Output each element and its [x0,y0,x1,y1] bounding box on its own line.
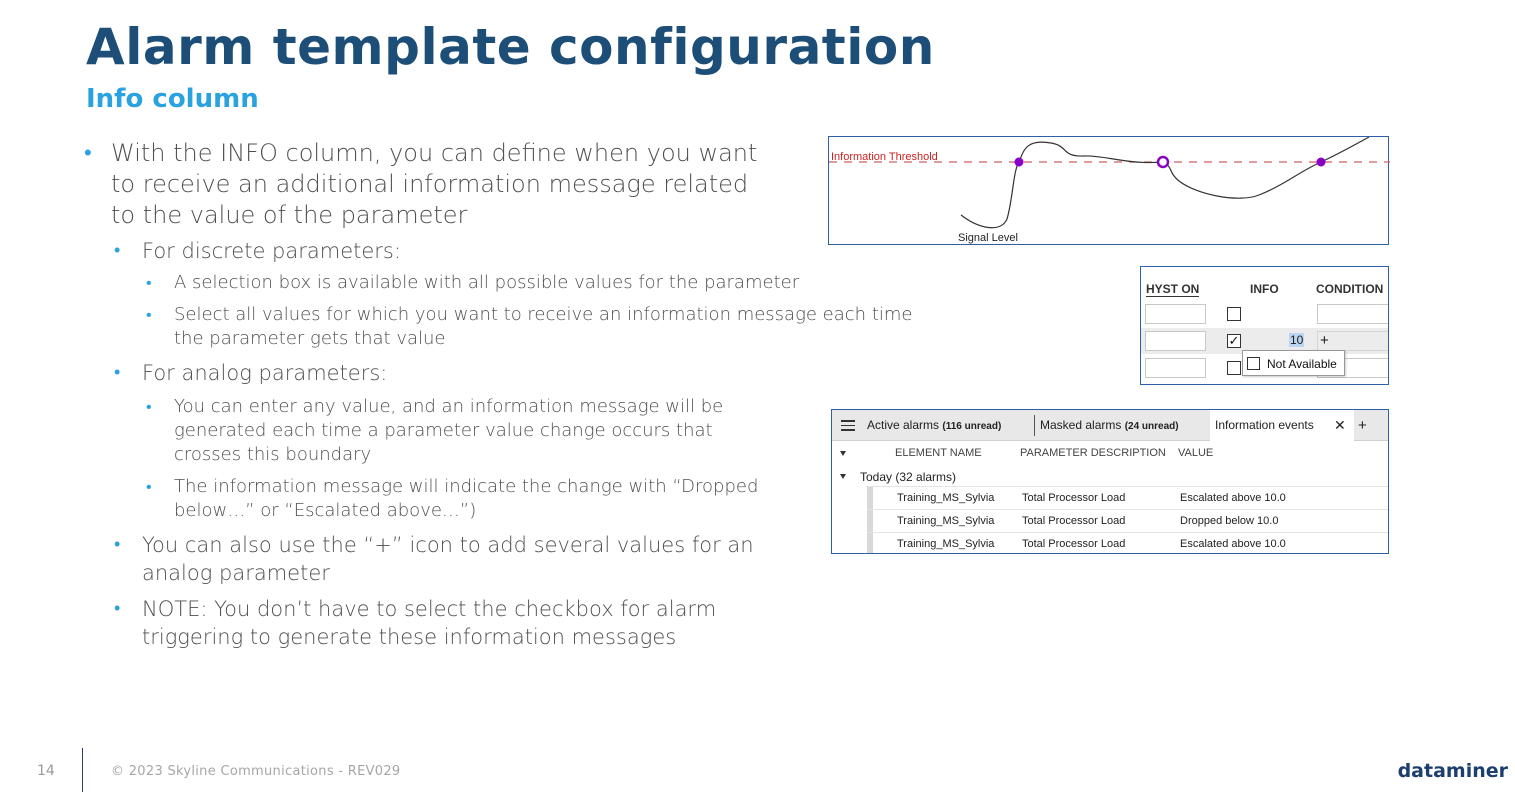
tab-unread-count: (24 unread) [1124,421,1179,432]
menu-icon[interactable] [841,420,855,431]
table-row[interactable] [867,486,1389,509]
column-parameter-description[interactable]: PARAMETER DESCRIPTION [1020,447,1166,459]
cell-element: Training_MS_Sylvia [897,538,995,550]
tab-label: Information events [1215,418,1314,432]
condition-input[interactable] [1317,331,1389,351]
slide-title: Alarm template configuration [86,18,935,76]
signal-threshold-diagram [828,136,1389,245]
copyright: © 2023 Skyline Communications - REV029 [111,764,401,779]
page-number: 14 [37,763,55,779]
table-row[interactable] [867,532,1389,554]
info-checkbox[interactable] [1227,361,1241,375]
cell-value: Escalated above 10.0 [1180,538,1286,550]
bullet-info-column: • With the INFO column, you can define when you want to receive an additional information message related to the value of the parameter [84,138,774,231]
tab-label: Active alarms [867,418,940,432]
column-element-name[interactable]: ELEMENT NAME [895,447,982,459]
add-value-icon[interactable]: + [1320,332,1329,349]
group-collapse-icon[interactable] [840,474,846,479]
condition-input[interactable] [1317,304,1389,324]
tab-active-alarms[interactable] [867,410,1001,441]
tab-bar [832,410,1388,441]
hyst-on-input[interactable] [1145,358,1206,378]
column-value[interactable]: VALUE [1178,447,1214,459]
signal-curve [961,137,1369,228]
crossing-marker-3 [1317,158,1326,167]
info-checkbox[interactable] [1227,307,1241,321]
bullet-selection-box: • A selection box is available with all possible values for the parameter [84,271,944,295]
cell-value: Escalated above 10.0 [1180,492,1286,504]
alarm-template-table [1140,266,1389,385]
add-tab-icon[interactable]: + [1358,417,1367,434]
crossing-marker-2 [1158,157,1168,167]
close-tab-icon[interactable]: ✕ [1334,417,1346,433]
cell-parameter: Total Processor Load [1022,538,1126,550]
tab-information-events[interactable] [1210,410,1354,441]
info-checkbox-checked[interactable]: ✓ [1228,333,1240,348]
cell-parameter: Total Processor Load [1022,492,1126,504]
bullet-message-change: • The information message will indicate the change with “Dropped below…” or “Escalated above…”) [84,475,764,523]
not-available-checkbox[interactable] [1247,357,1260,370]
tab-masked-alarms[interactable] [1040,410,1179,441]
bullet-analog: • For analog parameters: [84,359,944,387]
not-available-label: Not Available [1267,357,1337,371]
header-hyst-on: HYST ON [1146,282,1200,296]
info-value-input[interactable]: 10 [1290,333,1304,347]
header-condition: CONDITION [1316,282,1384,296]
group-header-today[interactable]: Today (32 alarms) [860,470,957,484]
alarm-console [831,409,1389,554]
table-row[interactable] [867,509,1389,532]
footer-divider [82,748,83,792]
bullet-select-values: • Select all values for which you want to receive an information message each time the parameter gets that value [84,303,944,351]
bullet-enter-value: • You can enter any value, and an information message will be generated each time a parameter value change occurs that crosses this boundary [84,395,784,467]
hyst-on-input[interactable] [1145,304,1206,324]
header-info: INFO [1250,282,1279,296]
bullet-discrete: • For discrete parameters: [84,237,944,265]
signal-label: Signal Level [958,232,1018,244]
bullet-note: • NOTE: You don’t have to select the checkbox for alarm triggering to generate these information messages [84,595,824,651]
cell-value: Dropped below 10.0 [1180,515,1279,527]
bullet-list [84,138,944,651]
brand-logo: dataminer [1397,760,1508,782]
threshold-label: Information Threshold [831,151,938,163]
crossing-marker-1 [1015,158,1024,167]
bullet-plus-icon: • You can also use the “+” icon to add several values for an analog parameter [84,531,764,587]
collapse-all-icon[interactable] [840,451,846,456]
cell-element: Training_MS_Sylvia [897,492,995,504]
slide-subtitle: Info column [86,84,259,114]
tab-unread-count: (116 unread) [942,421,1002,432]
info-value-dropdown[interactable] [1242,350,1345,376]
cell-element: Training_MS_Sylvia [897,515,995,527]
cell-parameter: Total Processor Load [1022,515,1126,527]
tab-label: Masked alarms [1040,418,1122,432]
hyst-on-input[interactable] [1145,331,1206,351]
